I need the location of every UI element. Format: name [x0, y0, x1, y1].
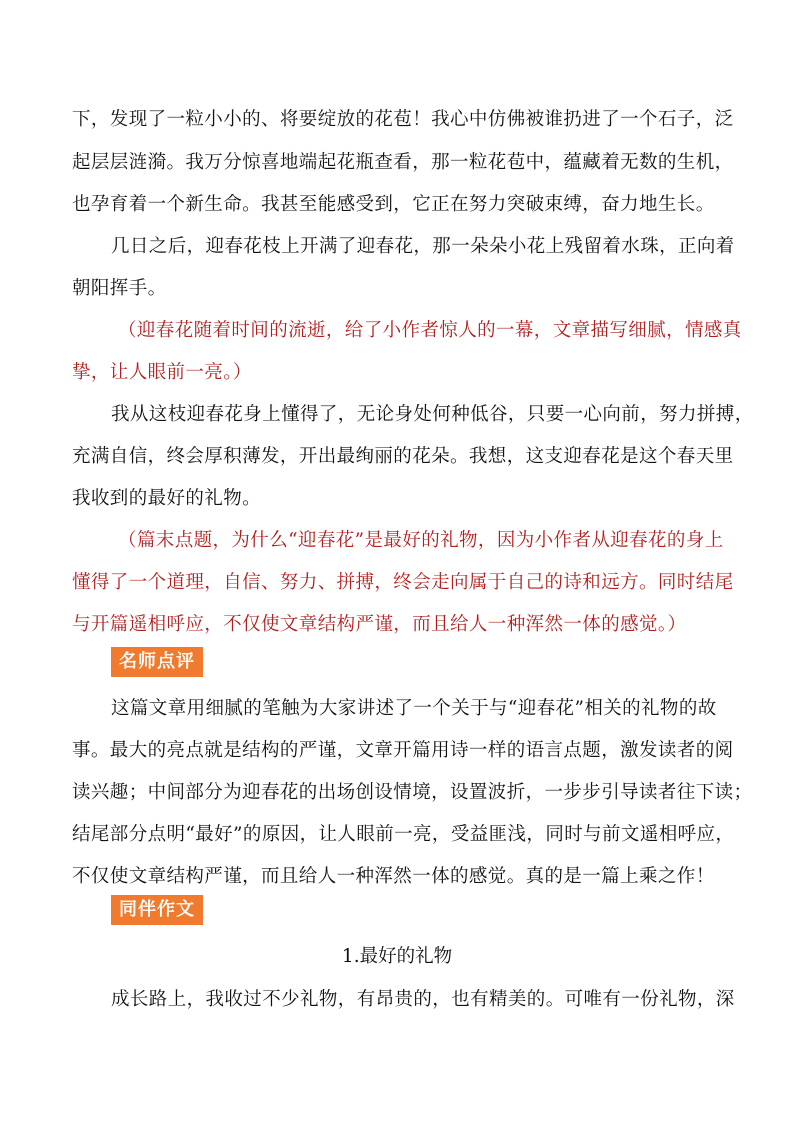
teacher-review-line-5: 不仅使文章结构严谨，而且给人一种浑然一体的感觉。真的是一篇上乘之作！ [72, 866, 715, 887]
paragraph-3-line-1: 我从这枝迎春花身上懂得了，无论身处何种低谷，只要一心向前，努力拼搏， [111, 404, 754, 425]
teacher-review-line-1: 这篇文章用细腻的笔触为大家讲述了一个关于与“迎春花”相关的礼物的故 [111, 698, 717, 719]
paragraph-2-line-1: 几日之后，迎春花枝上开满了迎春花，那一朵朵小花上残留着水珠，正向着 [111, 236, 735, 257]
paragraph-2-line-2: 朝阳挥手。 [72, 278, 167, 299]
peer-essay-badge: 同伴作文 [111, 895, 203, 925]
comment-1-line-2: 挚，让人眼前一亮。） [72, 362, 252, 383]
peer-essay-line-1: 成长路上，我收过不少礼物，有昂贵的，也有精美的。可唯有一份礼物，深 [111, 989, 735, 1010]
comment-2-line-3: 与开篇遥相呼应，不仅使文章结构严谨，而且给人一种浑然一体的感觉。） [72, 614, 687, 635]
teacher-review-line-3: 读兴趣；中间部分为迎春花的出场创设情境，设置波折，一步步引导读者往下读； [72, 782, 753, 803]
comment-2-line-2: 懂得了一个道理，自信、努力、拼搏，终会走向属于自己的诗和远方。同时结尾 [72, 572, 734, 593]
paragraph-3-line-3: 我收到的最好的礼物。 [72, 488, 262, 509]
paragraph-1-line-1: 下，发现了一粒小小的、将要绽放的花苞！我心中仿佛被谁扔进了一个石子，泛 [72, 109, 734, 130]
comment-1-line-1: （迎春花随着时间的流逝，给了小作者惊人的一幕，文章描写细腻，情感真 [118, 320, 742, 341]
paragraph-3-line-2: 充满自信，终会厚积薄发，开出最绚丽的花朵。我想，这支迎春花是这个春天里 [72, 446, 734, 467]
paragraph-1-line-3: 也孕育着一个新生命。我甚至能感受到，它正在努力突破束缚，奋力地生长。 [72, 194, 715, 215]
teacher-review-line-4: 结尾部分点明“最好”的原因，让人眼前一亮，受益匪浅，同时与前文遥相呼应， [72, 824, 735, 845]
teacher-review-line-2: 事。最大的亮点就是结构的严谨，文章开篇用诗一样的语言点题，激发读者的阅 [72, 740, 734, 761]
comment-2-line-1: （篇末点题，为什么“迎春花”是最好的礼物，因为小作者从迎春花的身上 [118, 530, 724, 551]
teacher-review-badge: 名师点评 [111, 647, 203, 677]
paragraph-1-line-2: 起层层涟漪。我万分惊喜地端起花瓶查看，那一粒花苞中，蕴藏着无数的生机， [72, 152, 734, 173]
essay-title: 1.最好的礼物 [341, 946, 453, 967]
